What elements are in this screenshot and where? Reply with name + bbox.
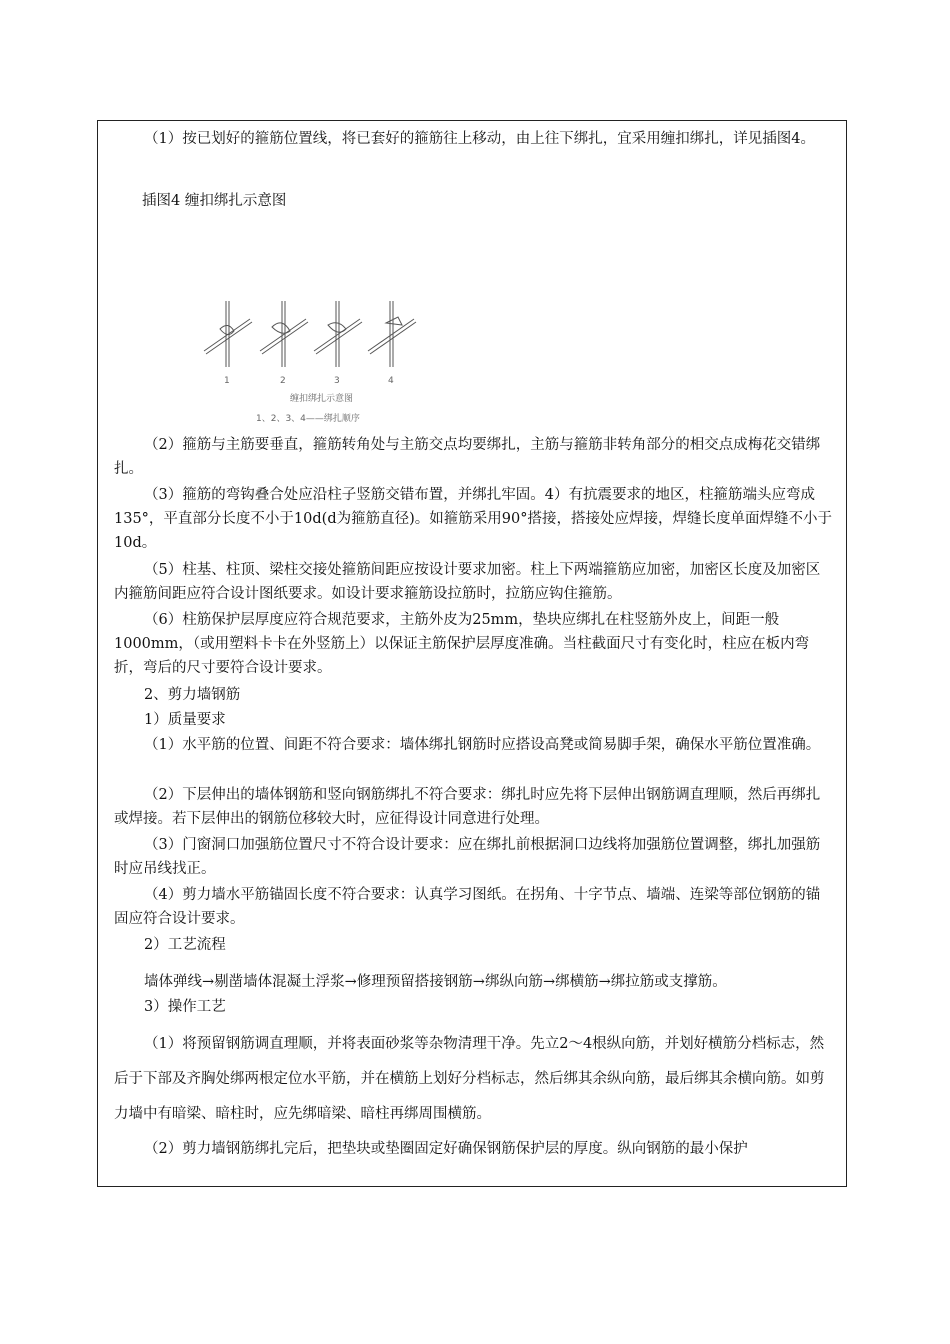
paragraph-12: （2）剪力墙钢筋绑扎完后，把垫块或垫圈固定好确保钢筋保护层的厚度。纵向钢筋的最小保护 (144, 1141, 748, 1157)
fig-number-4: 4 (388, 376, 394, 386)
heading-shear-wall: 2、剪力墙钢筋 (144, 687, 241, 703)
tie-step-2 (260, 301, 308, 367)
fig-number-2: 2 (280, 376, 286, 386)
heading-process: 2）工艺流程 (144, 937, 226, 953)
tie-step-4 (368, 301, 416, 367)
document-frame (97, 120, 847, 1187)
paragraph-4: （5）柱基、柱顶、梁柱交接处箍筋间距应按设计要求加密。柱上下两端箍筋应加密，加密区长度及加密区内箍筋间距应符合设计图纸要求。如设计要求箍筋设拉筋时，拉筋应钩住箍筋。 (114, 562, 821, 602)
fig-number-1: 1 (224, 376, 230, 386)
paragraph-8: （3）门窗洞口加强筋位置尺寸不符合设计要求：应在绑扎前根据洞口边线将加强筋位置调整，绑扎加强筋时应吊线找正。 (114, 837, 821, 877)
paragraph-2: （2）箍筋与主筋要垂直，箍筋转角处与主筋交点均要绑扎，主筋与箍筋非转角部分的相交点成梅花交错绑扎。 (114, 437, 821, 477)
paragraph-9: （4）剪力墙水平筋锚固长度不符合要求：认真学习图纸。在拐角、十字节点、墙端、连梁等部位钢筋的锚固应符合设计要求。 (114, 887, 821, 927)
paragraph-7: （2）下层伸出的墙体钢筋和竖向钢筋绑扎不符合要求：绑扎时应先将下层伸出钢筋调直理顺，然后再绑扎或焊接。若下层伸出的钢筋位移较大时，应征得设计同意进行处理。 (114, 787, 821, 827)
tie-step-3 (314, 301, 362, 367)
paragraph-11: （1）将预留钢筋调直理顺，并将表面砂浆等杂物清理干净。先立2～4根纵向筋，并划好横筋分档标志，然后于下部及齐胸处绑两根定位水平筋，并在横筋上划好分档标志，然后绑其余纵向筋，最后绑其余横向筋。如剪力墙中有暗梁、暗柱时，应先绑暗梁、暗柱再绑周围横筋。 (114, 1036, 825, 1122)
fig-title: 缠扣绑扎示意图 (290, 394, 354, 404)
heading-quality: 1）质量要求 (144, 712, 226, 728)
paragraph-6: （1）水平筋的位置、间距不符合要求：墙体绑扎钢筋时应搭设高凳或简易脚手架，确保水平筋位置准确。 (144, 737, 821, 753)
heading-operation: 3）操作工艺 (144, 999, 226, 1015)
paragraph-3: （3）箍筋的弯钩叠合处应沿柱子竖筋交错布置，并绑扎牢固。4）有抗震要求的地区，柱箍筋端头应弯成135°，平直部分长度不小于10d(d为箍筋直径)。如箍筋采用90°搭接，搭接处应焊接，焊缝长度单面焊缝不小于10d。 (114, 487, 832, 551)
tie-step-1 (204, 301, 252, 367)
tie-diagram-svg (202, 289, 442, 429)
figure-caption: 插图4 缠扣绑扎示意图 (142, 193, 287, 209)
paragraph-5: （6）柱筋保护层厚度应符合规范要求，主筋外皮为25mm，垫块应绑扎在柱竖筋外皮上，间距一般1000mm，（或用塑料卡卡在外竖筋上）以保证主筋保护层厚度准确。当柱截面尺寸有变化时，柱应在板内弯折，弯后的尺寸要符合设计要求。 (114, 612, 810, 676)
fig-note: 1、2、3、4——绑扎顺序 (256, 414, 360, 424)
fig-number-3: 3 (334, 376, 340, 386)
paragraph-1: （1）按已划好的箍筋位置线，将已套好的箍筋往上移动，由上往下绑扎，宜采用缠扣绑扎，详见插图4。 (144, 131, 815, 147)
paragraph-10: 墙体弹线→剔凿墙体混凝土浮浆→修理预留搭接钢筋→绑纵向筋→绑横筋→绑拉筋或支撑筋。 (144, 974, 727, 990)
tie-diagram (202, 289, 442, 429)
